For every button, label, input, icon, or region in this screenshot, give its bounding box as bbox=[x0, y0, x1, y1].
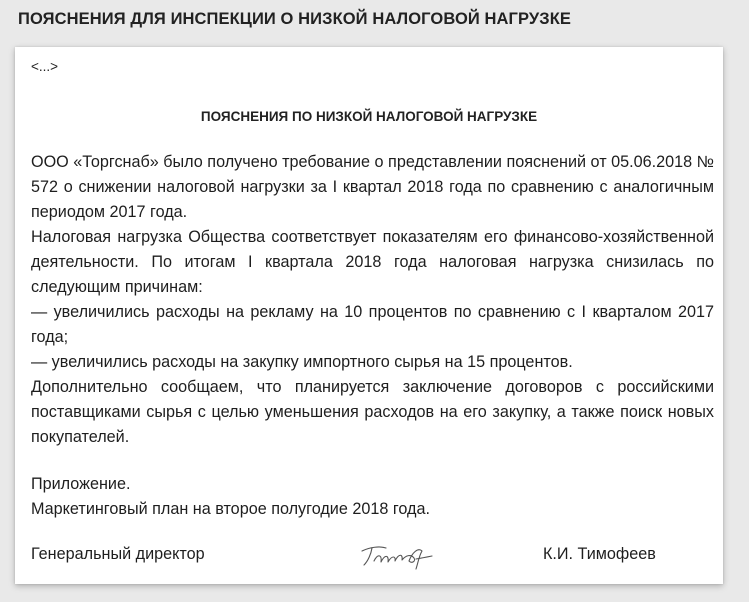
signer-position: Генеральный директор bbox=[31, 545, 205, 563]
page-header-title: ПОЯСНЕНИЯ ДЛЯ ИНСПЕКЦИИ О НИЗКОЙ НАЛОГОВОЙ НАГРУЗКЕ bbox=[18, 10, 571, 28]
paragraph-tax-burden: Налоговая нагрузка Общества соответствует показателям его финансово-хозяйственной деятельности. По итогам I квартала 2018 года налоговая нагрузка снизилась по следующим причинам: bbox=[31, 228, 714, 296]
signature-row bbox=[31, 545, 714, 571]
paragraph-request: ООО «Торгснаб» было получено требование о представлении пояснений от 05.06.2018 № 572 о снижении налоговой нагрузки за I квартал 2018 года по сравнению с аналогичным периодом 2017 года. bbox=[31, 153, 714, 221]
handwritten-signature bbox=[356, 539, 436, 571]
document-body bbox=[31, 150, 714, 450]
paragraph-reason-import: — увеличились расходы на закупку импортного сырья на 15 процентов. bbox=[31, 353, 573, 371]
paragraph-additional-info: Дополнительно сообщаем, что планируется заключение договоров с российскими поставщиками сырья с целью уменьшения расходов на его закупку, а также поиск новых покупателей. bbox=[31, 378, 714, 446]
appendix-section bbox=[31, 472, 714, 522]
document-title: ПОЯСНЕНИЯ ПО НИЗКОЙ НАЛОГОВОЙ НАГРУЗКЕ bbox=[200, 109, 538, 124]
omission-marker: <...> bbox=[31, 59, 59, 74]
appendix-item: Маркетинговый план на второе полугодие 2018 года. bbox=[31, 500, 430, 518]
signer-name: К.И. Тимофеев bbox=[543, 545, 656, 563]
paragraph-reason-advertising: — увеличились расходы на рекламу на 10 процентов по сравнению с I кварталом 2017 года; bbox=[31, 303, 714, 346]
appendix-label: Приложение. bbox=[31, 475, 131, 493]
document-sheet bbox=[15, 47, 723, 584]
